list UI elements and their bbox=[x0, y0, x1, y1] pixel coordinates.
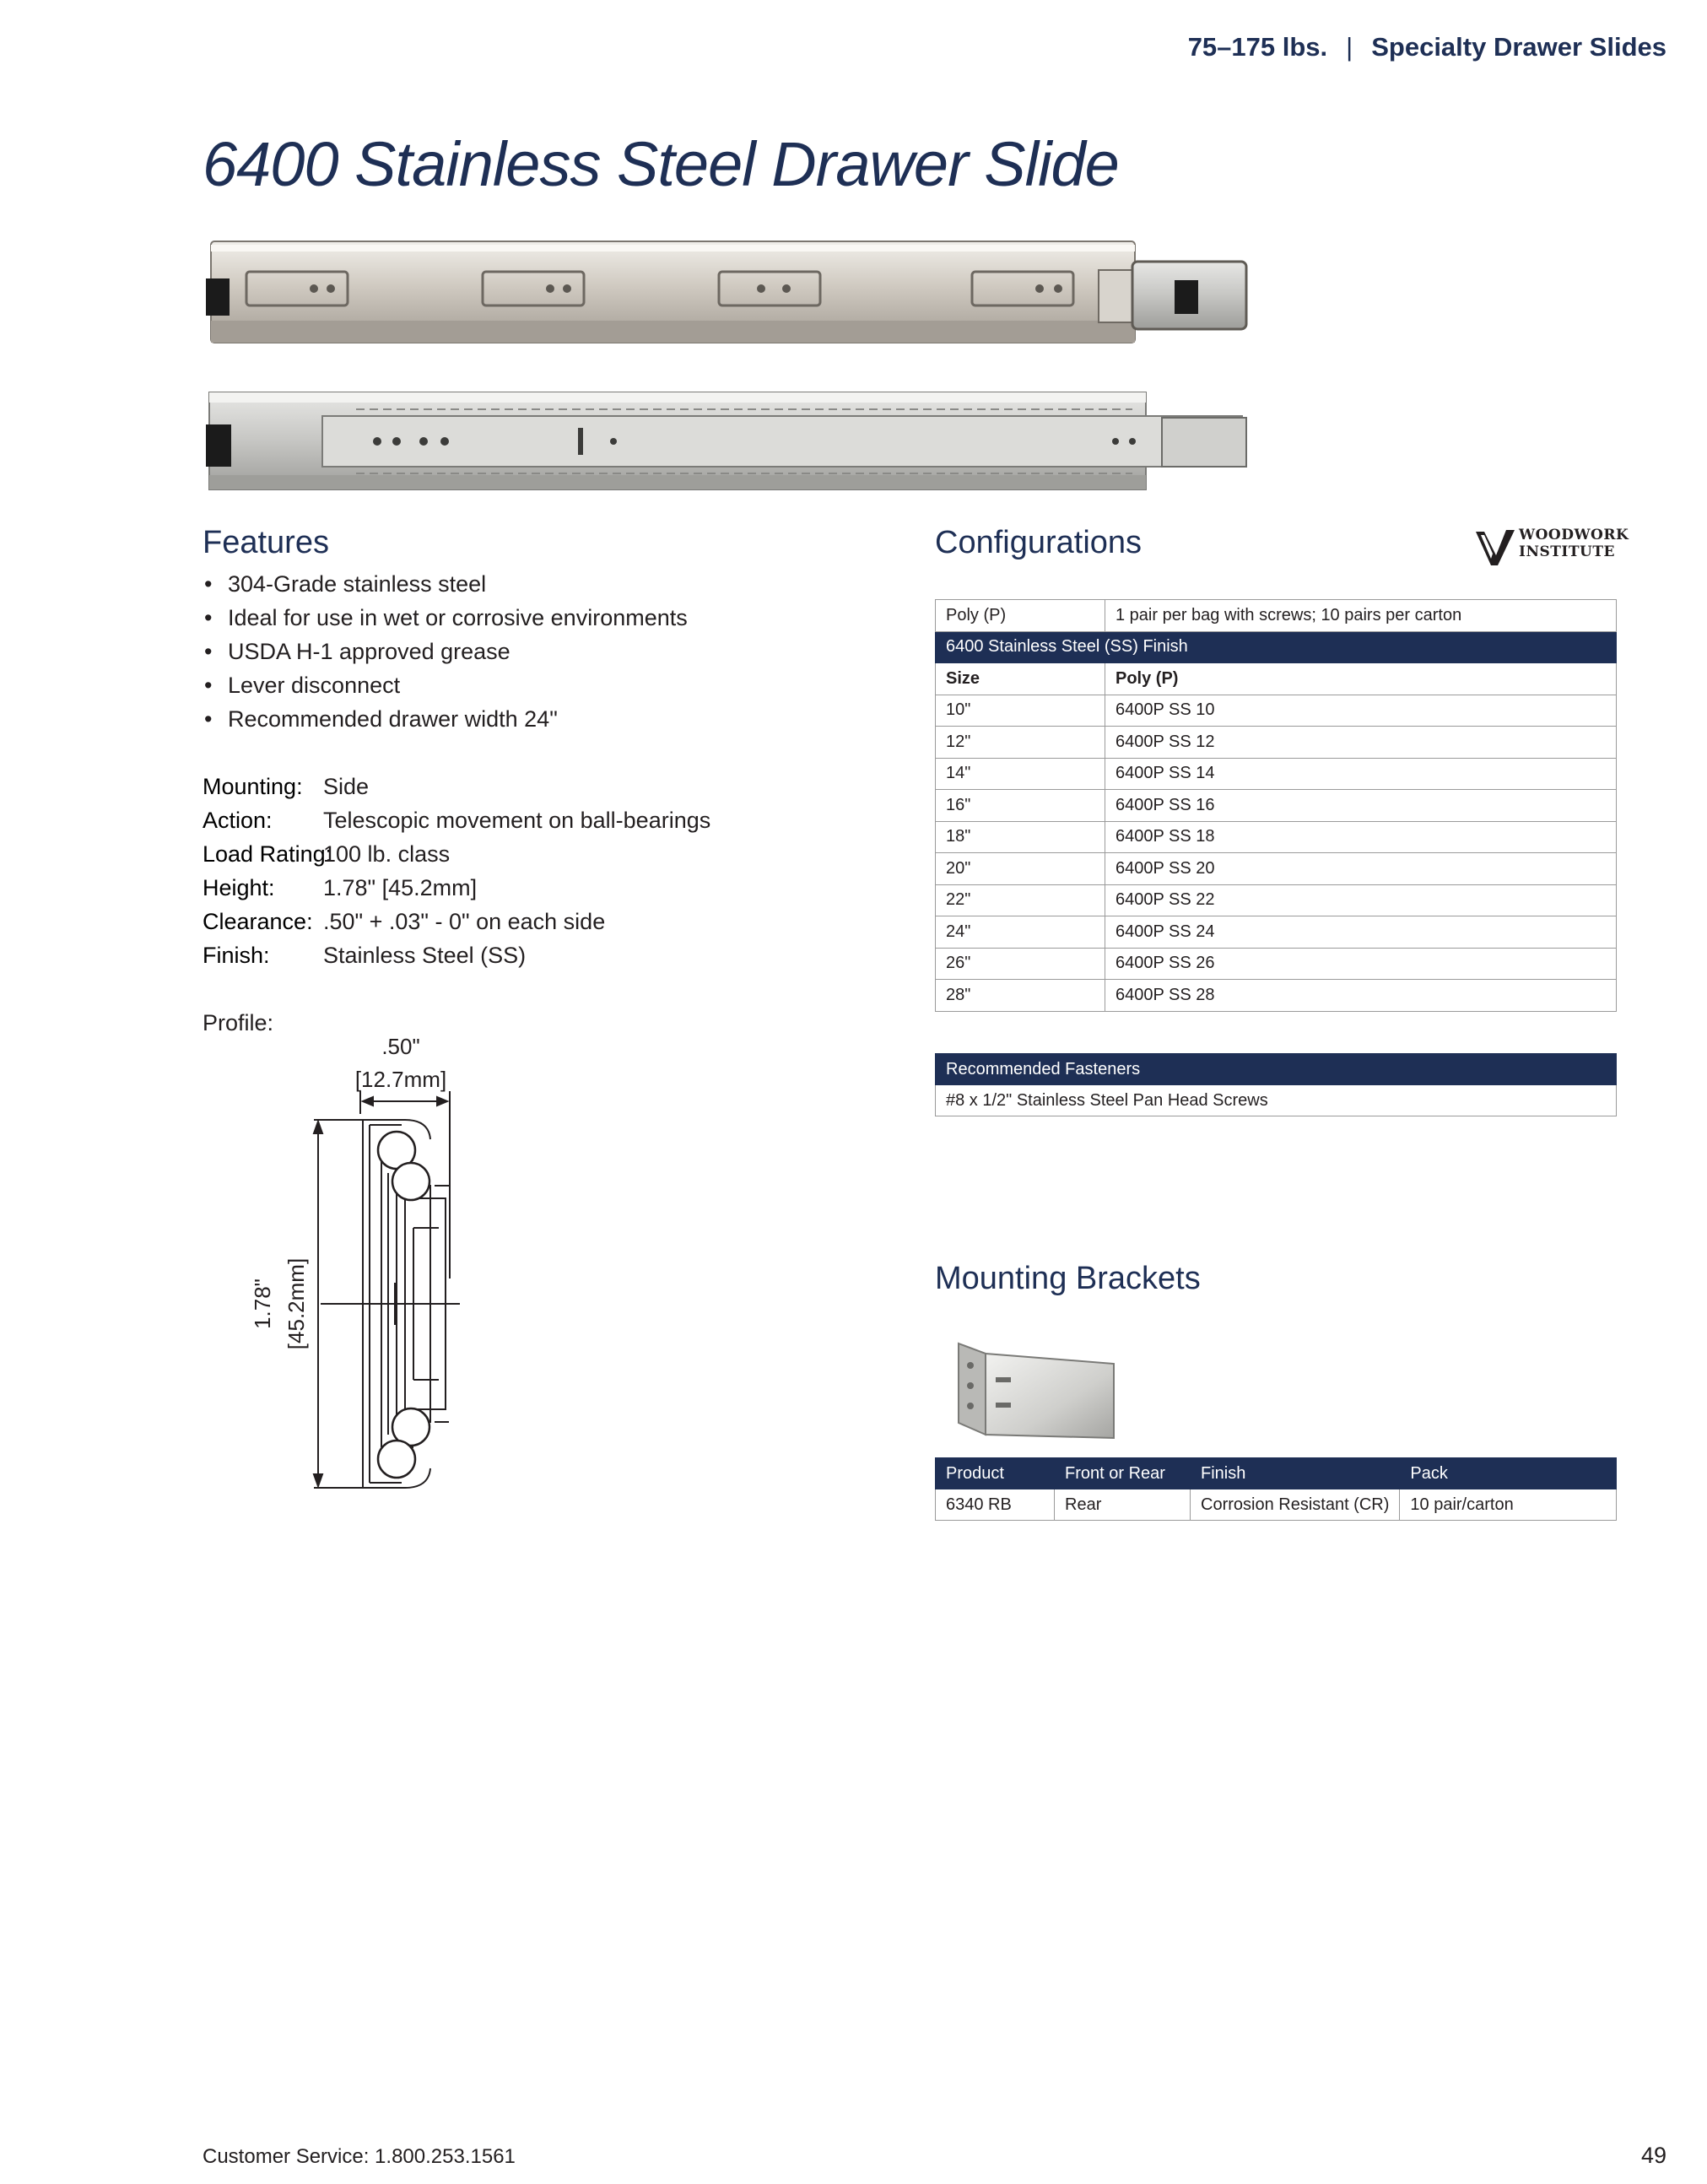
table-row bbox=[936, 790, 1617, 822]
size-cell: 20" bbox=[936, 853, 1105, 885]
pack-cell: 10 pair/carton bbox=[1400, 1489, 1617, 1521]
slide-extended-image bbox=[204, 384, 1255, 498]
feature-item: • 304-Grade stainless steel bbox=[203, 567, 688, 601]
feature-item: • USDA H-1 approved grease bbox=[203, 635, 688, 668]
front-rear-cell: Rear bbox=[1055, 1489, 1191, 1521]
table-row bbox=[936, 695, 1617, 727]
profile-height-mm: [45.2mm] bbox=[284, 1257, 309, 1350]
table-row bbox=[936, 1085, 1617, 1116]
specifications bbox=[203, 770, 710, 972]
table-row bbox=[936, 758, 1617, 790]
table-row bbox=[936, 884, 1617, 916]
column-header-front-rear: Front or Rear bbox=[1055, 1458, 1191, 1489]
size-cell: 10" bbox=[936, 695, 1105, 727]
spec-row bbox=[203, 837, 710, 871]
part-number-cell: 6400P SS 28 bbox=[1105, 980, 1617, 1012]
spec-row bbox=[203, 770, 710, 803]
spec-value: 1.78" [45.2mm] bbox=[323, 875, 478, 900]
spec-value: 100 lb. class bbox=[323, 841, 451, 867]
column-header-finish: Finish bbox=[1191, 1458, 1400, 1489]
packaging-value: 1 pair per bag with screws; 10 pairs per carton bbox=[1105, 600, 1617, 632]
finish-bar-row bbox=[936, 631, 1617, 663]
configurations-heading: Configurations bbox=[935, 525, 1143, 560]
configurations-table bbox=[935, 599, 1617, 1012]
column-header-product: Product bbox=[936, 1458, 1055, 1489]
page-title: 6400 Stainless Steel Drawer Slide bbox=[203, 129, 1119, 199]
part-number-cell: 6400P SS 10 bbox=[1105, 695, 1617, 727]
packaging-row bbox=[936, 600, 1617, 632]
fasteners-table bbox=[935, 1053, 1617, 1116]
spec-label: Action: bbox=[203, 808, 273, 833]
slide-closed-image bbox=[204, 236, 1255, 350]
size-cell: 14" bbox=[936, 758, 1105, 790]
spec-label: Clearance: bbox=[203, 909, 313, 934]
size-cell: 28" bbox=[936, 980, 1105, 1012]
weight-range: 75–175 lbs. bbox=[1187, 32, 1328, 62]
table-row bbox=[936, 853, 1617, 885]
size-cell: 16" bbox=[936, 790, 1105, 822]
profile-drawing bbox=[236, 1025, 489, 1498]
spec-value: Telescopic movement on ball-bearings bbox=[323, 808, 711, 833]
woodwork-institute-wordmark bbox=[1519, 527, 1629, 560]
part-number-cell: 6400P SS 26 bbox=[1105, 948, 1617, 980]
profile-width-mm: [12.7mm] bbox=[354, 1067, 447, 1092]
spec-row bbox=[203, 938, 710, 972]
logo-text-line1: WOODWORK bbox=[1519, 527, 1629, 543]
spec-label: Load Rating: bbox=[203, 841, 332, 867]
spec-value: Stainless Steel (SS) bbox=[323, 943, 527, 968]
feature-item: • Recommended drawer width 24" bbox=[203, 702, 688, 736]
part-number-cell: 6400P SS 20 bbox=[1105, 853, 1617, 885]
spec-label: Finish: bbox=[203, 943, 270, 968]
column-header-size: Size bbox=[936, 663, 1105, 695]
ball-bearing bbox=[392, 1163, 429, 1200]
finish-bar: 6400 Stainless Steel (SS) Finish bbox=[936, 631, 1617, 663]
part-number-cell: 6400P SS 12 bbox=[1105, 727, 1617, 759]
header-separator: | bbox=[1346, 32, 1353, 62]
features-heading: Features bbox=[203, 525, 329, 560]
brackets-table bbox=[935, 1457, 1617, 1521]
size-cell: 22" bbox=[936, 884, 1105, 916]
size-cell: 26" bbox=[936, 948, 1105, 980]
product-cell: 6340 RB bbox=[936, 1489, 1055, 1521]
spec-row bbox=[203, 905, 710, 938]
size-cell: 24" bbox=[936, 916, 1105, 949]
table-row bbox=[936, 916, 1617, 949]
profile-width-in: .50" bbox=[381, 1034, 420, 1059]
ball-bearing bbox=[378, 1441, 415, 1478]
size-cell: 12" bbox=[936, 727, 1105, 759]
spec-label: Height: bbox=[203, 875, 275, 900]
part-number-cell: 6400P SS 18 bbox=[1105, 821, 1617, 853]
fasteners-header-row bbox=[936, 1054, 1617, 1085]
part-number-cell: 6400P SS 24 bbox=[1105, 916, 1617, 949]
part-number-cell: 6400P SS 14 bbox=[1105, 758, 1617, 790]
packaging-label: Poly (P) bbox=[936, 600, 1105, 632]
size-cell: 18" bbox=[936, 821, 1105, 853]
fasteners-heading: Recommended Fasteners bbox=[936, 1054, 1617, 1085]
table-row bbox=[936, 727, 1617, 759]
table-row bbox=[936, 980, 1617, 1012]
table-row bbox=[936, 821, 1617, 853]
spec-row bbox=[203, 803, 710, 837]
customer-service: Customer Service: 1.800.253.1561 bbox=[203, 2145, 516, 2168]
table-header-row bbox=[936, 1458, 1617, 1489]
spec-row bbox=[203, 871, 710, 905]
running-header bbox=[1188, 32, 1666, 62]
page-number: 49 bbox=[1640, 2143, 1666, 2168]
feature-item: • Lever disconnect bbox=[203, 668, 688, 702]
logo-text-line2: INSTITUTE bbox=[1519, 543, 1615, 560]
column-header-poly: Poly (P) bbox=[1105, 663, 1617, 695]
table-header-row bbox=[936, 663, 1617, 695]
table-row bbox=[936, 1489, 1617, 1521]
features-list bbox=[203, 567, 688, 736]
header-category: Specialty Drawer Slides bbox=[1371, 32, 1666, 62]
finish-cell: Corrosion Resistant (CR) bbox=[1191, 1489, 1400, 1521]
mounting-brackets-heading: Mounting Brackets bbox=[935, 1261, 1201, 1296]
fastener-value: #8 x 1/2" Stainless Steel Pan Head Screws bbox=[936, 1085, 1617, 1116]
bracket-image bbox=[952, 1335, 1121, 1445]
spec-value: Side bbox=[323, 774, 370, 799]
spec-label: Mounting: bbox=[203, 774, 303, 799]
profile-height-in: 1.78" bbox=[250, 1279, 275, 1329]
column-header-pack: Pack bbox=[1400, 1458, 1617, 1489]
feature-item: • Ideal for use in wet or corrosive environments bbox=[203, 601, 688, 635]
part-number-cell: 6400P SS 16 bbox=[1105, 790, 1617, 822]
profile-label: Profile: bbox=[203, 1010, 274, 1035]
part-number-cell: 6400P SS 22 bbox=[1105, 884, 1617, 916]
table-row bbox=[936, 948, 1617, 980]
spec-value: .50" + .03" - 0" on each side bbox=[323, 909, 606, 934]
